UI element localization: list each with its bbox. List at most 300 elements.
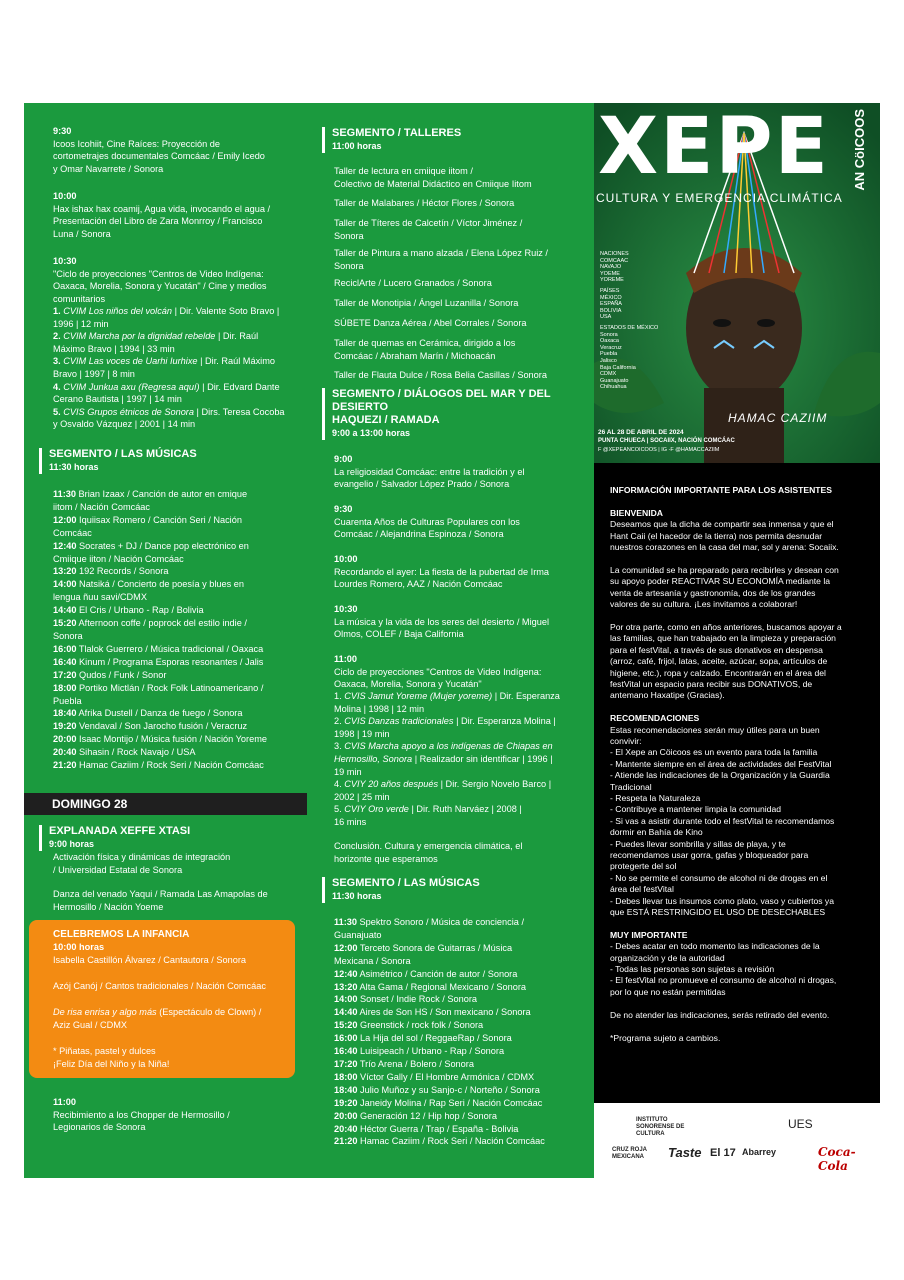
item-line: Comcáac / Alejandrina Espinoza / Sonora	[334, 529, 504, 540]
music-line: Trío Arena / Bolero / Sonora	[357, 1058, 474, 1069]
music-line: Comcáac	[53, 527, 92, 538]
info-line: protegerte del sol	[610, 861, 677, 872]
info-line: valores de su cultura. ¡Les invitamos a colaborar!	[610, 599, 798, 610]
music-time: 20:00	[334, 1110, 358, 1121]
estado-item: CDMX	[600, 371, 617, 378]
segment-explanada	[39, 825, 190, 851]
poster-naciones	[600, 251, 658, 391]
music-line: Víctor Gally / El Hombre Armónica / CDMX	[357, 1071, 535, 1082]
segment-title: SEGMENTO / TALLERES	[332, 127, 462, 139]
film-info: | Dir. Valente Soto Bravo |	[172, 306, 280, 316]
music-line: Generación 12 / Hip hop / Sonora	[357, 1110, 497, 1121]
film-number: 2.	[53, 331, 61, 342]
film-number: 5.	[334, 804, 342, 815]
info-line: venta de artesanía y gastronomía, dos de los grandes	[610, 587, 816, 598]
music-time: 16:40	[53, 656, 77, 667]
film-info: | Dir. Sergio Novelo Barco |	[438, 779, 552, 790]
film-info: 19 min	[334, 766, 362, 777]
poster-place: PUNTA CHUECA | SOCAIIX, NACIÓN COMCÁAC	[598, 438, 735, 444]
item-line: Taller de quemas en Cerámica, dirigido a los	[334, 338, 516, 348]
pais-item: ESPAÑA	[600, 301, 622, 308]
muy-importante-title: MUY IMPORTANTE	[610, 929, 688, 940]
music-time: 14:00	[334, 994, 358, 1005]
middle-column	[307, 103, 594, 1178]
film-info: Cerano Bautista | 1997 | 14 min	[53, 394, 182, 405]
right-column	[594, 103, 880, 1178]
film-title: CVIS Marcha apoyo a los indígenas de Chiapas en	[344, 741, 553, 752]
taller-item	[334, 165, 592, 190]
music-time: 19:20	[53, 721, 77, 732]
item-line: comunitarios	[53, 293, 106, 304]
poster-title: XEPE	[598, 103, 830, 192]
info-header: INFORMACIÓN IMPORTANTE PARA LOS ASISTENTES	[610, 485, 833, 495]
segment-title: SEGMENTO / LAS MÚSICAS	[49, 448, 197, 460]
music-line: Sonset / Indie Rock / Sonora	[357, 994, 478, 1005]
poster-subtitle: CULTURA Y EMERGENCIA CLIMÁTICA	[596, 191, 843, 205]
sponsor-abarrey: Abarrey	[742, 1147, 777, 1157]
music-line: lengua ñuu savi/CDMX	[53, 592, 147, 603]
item-line: "Ciclo de proyecciones "Centros de Video Indígena:	[53, 268, 264, 279]
info-line: (arroz, café, frijol, latas, aceite, azúcar, sopa, artículos de	[610, 656, 828, 667]
item-line: Oaxaca, Morelia, Sonora y Yucatán" / Cine y medios	[53, 281, 267, 292]
music-line: Kinum / Programa Esporas resonantes / Jalis	[76, 656, 264, 667]
estado-item: Jalisco	[600, 357, 617, 364]
music-time: 18:40	[334, 1084, 358, 1095]
item-line: La religiosidad Comcáac: entre la tradición y el	[334, 466, 525, 477]
info-line: convivir:	[610, 735, 642, 746]
poster-dates: 26 AL 28 DE ABRIL DE 2024	[598, 429, 684, 436]
dialogo-item	[334, 653, 592, 691]
music-time: 18:00	[334, 1071, 358, 1082]
musicas-list-2	[334, 916, 592, 1148]
music-time: 21:20	[334, 1136, 358, 1147]
taller-item	[334, 277, 592, 290]
film-title: CVIM Las voces de Uarhi Iurhixe	[63, 356, 198, 367]
info-line: - El festVital no promueve el consumo de alcohol ni drogas,	[610, 975, 837, 986]
music-line: El Cris / Urbano - Rap / Bolivia	[76, 605, 204, 616]
estado-item: Veracruz	[600, 344, 622, 351]
dialogo-item	[334, 553, 592, 591]
item-line: horizonte que esperamos	[334, 853, 438, 864]
item-time: 10:00	[334, 554, 358, 564]
explanada-item	[53, 851, 305, 876]
item-line: Activación física y dinámicas de integración	[53, 852, 231, 862]
music-time: 19:20	[334, 1097, 358, 1108]
item-line: y Omar Navarrete / Sonora	[53, 163, 164, 174]
music-line: Sonora	[53, 630, 83, 641]
nacion-item: COMCAAC	[600, 257, 629, 264]
music-line: Socrates + DJ / Dance pop electrónico en	[76, 540, 249, 551]
item-line: Taller de Malabares / Héctor Flores / Sonora	[334, 198, 515, 208]
item-line: Recibimiento a los Chopper de Hermosillo /	[53, 1109, 230, 1120]
music-time: 14:00	[53, 579, 77, 590]
info-line: nuestros corazones en la casa del mar, sol y arena: Socaiix.	[610, 542, 839, 553]
paises-title: PAÍSES	[600, 287, 620, 294]
film-info: 1998 | 19 min	[334, 728, 390, 739]
info-line: - Atiende las indicaciones de la Organización y la Guardia	[610, 770, 830, 781]
sponsor-ues: UES	[788, 1117, 813, 1131]
item-line: Luna / Sonora	[53, 228, 111, 239]
sponsor-el17: El 17	[710, 1147, 736, 1159]
poster-subtitle-vertical: AN CöICOOS	[852, 109, 867, 191]
film-info: | Dir. Raúl	[215, 331, 259, 342]
music-line: Luisipeach / Urbano - Rap / Sonora	[357, 1046, 505, 1057]
music-line: Aires de Son HS / Son mexicano / Sonora	[357, 1007, 531, 1018]
music-time: 21:20	[53, 760, 77, 771]
music-line: Héctor Guerra / Trap / España - Bolivia	[357, 1123, 519, 1134]
music-line: Afrika Dustell / Danza de fuego / Sonora	[76, 708, 243, 719]
item-time: 10:30	[53, 256, 77, 266]
info-line: - Respeta la Naturaleza	[610, 792, 701, 803]
dialogo-item	[334, 503, 592, 541]
item-line: Presentación del Libro de Zara Monrroy / Francisco	[53, 216, 263, 227]
nacion-item: YOEME	[600, 270, 620, 277]
info-line: festVital un espacio para recibir sus DONATIVOS, de	[610, 678, 813, 689]
poster-hamac: HAMAC CAZIIM	[728, 411, 828, 425]
film-number: 4.	[53, 381, 61, 392]
music-time: 14:40	[334, 1007, 358, 1018]
item-line: evangelio / Salvador López Prado / Sonora	[334, 479, 510, 490]
music-time: 11:30	[53, 489, 76, 499]
taller-item	[334, 197, 592, 210]
estado-item: Guanajuato	[600, 377, 629, 384]
nacion-item: NAVAJO	[600, 264, 622, 271]
music-time: 20:00	[53, 734, 77, 745]
music-line: Iquiisax Romero / Canción Seri / Nación	[76, 514, 242, 525]
music-time: 16:00	[334, 1033, 358, 1044]
film-title: CVIS Danzas tradicionales	[344, 716, 454, 727]
film-number: 3.	[334, 741, 342, 752]
infancia-item-2: Azój Canój / Cantos tradicionales / Nación Comcáac	[53, 981, 266, 991]
info-line: - Puedes llevar sombrilla y sillas de playa, y te	[610, 838, 786, 849]
info-line: - Contribuye a mantener limpia la comunidad	[610, 804, 782, 815]
item-line: Oaxaca, Morelia, Sonora y Yucatán"	[334, 679, 482, 690]
poster-social: F @XEPEANCOICOOS | IG -F @HAMACCAZIIM	[598, 447, 720, 453]
segment-talleres	[322, 127, 461, 153]
item-time: 10:30	[334, 604, 358, 614]
music-line: Hamac Caziim / Rock Seri / Nación Comcáac	[357, 1136, 545, 1147]
music-line: Afternoon coffe / poprock del estilo indie /	[76, 618, 247, 629]
segment-hours: 11:30 horas	[49, 462, 99, 472]
film-info: Molina | 1998 | 12 min	[334, 703, 425, 714]
item-time: 9:30	[53, 126, 72, 136]
item-line: / Universidad Estatal de Sonora	[53, 864, 183, 875]
pais-item: BOLIVIA	[600, 307, 622, 314]
film-title: CVIS Grupos étnicos de Sonora	[63, 406, 194, 417]
info-line: Deseamos que la dicha de compartir sea inmensa y que el	[610, 519, 834, 530]
music-line: Greenstick / rock folk / Sonora	[357, 1020, 484, 1031]
segment-hours: 11:00 horas	[332, 141, 382, 151]
film-info: Máximo Bravo | 1994 | 33 min	[53, 343, 175, 354]
sponsor-cruz-roja: CRUZ ROJA MEXICANA	[612, 1147, 647, 1160]
music-line: iitom / Nación Comcáac	[53, 501, 151, 512]
sponsor-coca-cola: Coca-Cola	[818, 1145, 856, 1173]
taller-item	[334, 297, 592, 310]
music-time: 12:00	[334, 942, 358, 953]
music-time: 12:40	[53, 540, 77, 551]
film-info: | Dir. Esperanza Molina |	[453, 716, 556, 727]
infancia-item-4	[53, 1045, 169, 1070]
item-line: Recordando el ayer: La fiesta de la pubertad de Irma	[334, 566, 550, 577]
item-line: Ciclo de proyecciones "Centros de Video Indígena:	[334, 666, 542, 677]
info-line: Tradicional	[610, 781, 652, 792]
item-line: Taller de Monotipia / Ángel Luzanilla / Sonora	[334, 298, 519, 308]
info-line: dormir en Bahía de Kino	[610, 827, 703, 838]
music-line: Hamac Caziim / Rock Seri / Nación Comcáac	[76, 760, 264, 771]
info-line: área del festVital	[610, 884, 674, 895]
item-line: ReciclArte / Lucero Granados / Sonora	[334, 278, 492, 288]
music-line: Terceto Sonora de Guitarras / Música	[357, 942, 513, 953]
music-time: 13:20	[53, 566, 77, 577]
music-line: Mexicana / Sonora	[334, 955, 411, 966]
film-info: 16 mins	[334, 816, 367, 827]
music-time: 14:40	[53, 605, 77, 616]
schedule-item	[53, 190, 303, 240]
info-line: que ESTÁ RESTRINGIDO EL USO DE DESECHABLES	[610, 907, 826, 918]
item-time: 9:00	[334, 454, 353, 464]
item-time: 9:30	[334, 504, 353, 514]
film-number: 5.	[53, 406, 61, 417]
info-line: - Debes acatar en todo momento las indicaciones de la	[610, 941, 820, 952]
item-line: Olmos, COLEF / Baja California	[334, 629, 464, 640]
taller-item	[334, 217, 592, 242]
info-line: La comunidad se ha preparado para recibirles y desean con	[610, 564, 839, 575]
segment-hours: 9:00 horas	[49, 839, 95, 849]
infancia-item-4-line2: ¡Feliz Día del Niño y la Niña!	[53, 1058, 170, 1069]
item-line: Taller de Flauta Dulce / Rosa Belia Casillas / Sonora	[334, 370, 547, 380]
music-line: Isaac Montijo / Música fusión / Nación Yoreme	[76, 734, 267, 745]
info-line: recomendamos usar gorra, gafas y bloqueador para	[610, 850, 809, 860]
item-line: Icoos Icohiit, Cine Raíces: Proyección de	[53, 138, 220, 149]
taller-item	[334, 317, 592, 330]
left-column	[24, 103, 307, 1178]
info-line: De no atender las indicaciones, serás retirado del evento.	[610, 1009, 830, 1020]
domingo-header: DOMINGO 28	[24, 793, 307, 815]
info-line: las familias, que han trabajado en la limpieza y preparación	[610, 633, 836, 644]
item-line: Hermosillo / Nación Yoeme	[53, 901, 164, 912]
infancia-item-3-line2: Aziz Gual / CDMX	[53, 1019, 128, 1030]
infancia-hours: 10:00 horas	[53, 942, 105, 952]
sponsor-taste: Taste	[668, 1145, 702, 1160]
estado-item: Puebla	[600, 351, 618, 358]
film-info: | Dirs. Teresa Cocoba	[193, 406, 285, 417]
film-info: | Dir. Edvard Dante	[199, 381, 280, 392]
film-number: 2.	[334, 716, 342, 727]
item-line: Colectivo de Material Didáctico en Cmiique Iitom	[334, 178, 532, 189]
item-time: 10:00	[53, 191, 77, 201]
recomendaciones-title: RECOMENDACIONES	[610, 713, 700, 724]
info-line: - Mantente siempre en el área de actividades del FestVital	[610, 758, 832, 769]
music-line: Alta Gama / Regional Mexicano / Sonora	[357, 981, 527, 992]
music-time: 13:20	[334, 981, 358, 992]
music-line: Cmiique iiton / Nación Comcáac	[53, 553, 184, 564]
music-line: Vendaval / Son Jarocho fusión / Veracruz	[76, 721, 248, 732]
film-info: | Realizador sin identificar | 1996 |	[412, 753, 553, 764]
info-section	[610, 485, 868, 1044]
music-line: Asimétrico / Canción de autor / Sonora	[357, 968, 518, 979]
infancia-item-4-line1: * Piñatas, pastel y dulces	[53, 1046, 156, 1056]
taller-item	[334, 337, 592, 362]
info-line: su apoyo poder REACTIVAR SU ECONOMÍA mediante la	[610, 576, 831, 587]
film-info: | Dir. Raúl Máximo	[197, 356, 275, 367]
film-number: 1.	[334, 691, 342, 701]
estado-item: Baja California	[600, 364, 636, 371]
naciones-title: NACIONES	[600, 251, 629, 257]
info-line: organización y de la autoridad	[610, 952, 725, 963]
film-title: CVIM Marcha por la dignidad rebelde	[63, 331, 216, 342]
info-line: - Debes llevar tus insumos como plato, vaso y cubiertos ya	[610, 895, 835, 906]
film-title: Hermosillo, Sonora	[334, 753, 413, 764]
info-line: *Programa sujeto a cambios.	[610, 1032, 721, 1043]
music-line: Spektro Sonoro / Música de conciencia /	[357, 917, 524, 927]
film-info: 1996 | 12 min	[53, 318, 109, 329]
music-line: Portiko Mictlán / Rock Folk Latinoamericano /	[76, 682, 264, 693]
estado-item: Sonora	[600, 331, 618, 338]
music-line: 192 Records / Sonora	[76, 566, 169, 577]
sponsors-bar	[594, 1103, 880, 1178]
item-line: La música y la vida de los seres del desierto / Miguel	[334, 616, 549, 627]
item-line: Taller de Pintura a mano alzada / Elena López Ruiz /	[334, 248, 548, 258]
info-line: Estas recomendaciones serán muy útiles para un buen	[610, 724, 820, 735]
segment-hours: 11:30 horas	[332, 891, 382, 901]
final-item	[53, 1096, 305, 1134]
item-line: Hax ishax hax coamij, Agua vida, invocando el agua /	[53, 203, 271, 214]
film-title: CVIY Oro verde	[344, 804, 409, 815]
music-time: 16:00	[53, 643, 77, 654]
explanada-item	[53, 888, 305, 913]
music-time: 18:40	[53, 708, 77, 719]
dialogo-item	[334, 603, 592, 641]
info-line: - Si vas a asistir durante todo el festVital te recomendamos	[610, 815, 835, 826]
schedule-item	[53, 255, 303, 305]
film-title: CVIS Jamut Yoreme (Mujer yoreme)	[344, 691, 493, 701]
item-line: Danza del venado Yaqui / Ramada Las Amapolas de	[53, 889, 268, 899]
film-info: | Dir. Ruth Narváez | 2008 |	[408, 804, 522, 815]
film-number: 3.	[53, 356, 61, 367]
music-time: 15:20	[334, 1020, 358, 1031]
info-line: Por otra parte, como en años anteriores, buscamos apoyar a	[610, 621, 842, 632]
segment-musicas	[39, 448, 197, 474]
sponsor-isc: INSTITUTO SONORENSE DE CULTURA	[636, 1117, 685, 1137]
film-info: 2002 | 25 min	[334, 791, 390, 802]
segment-hours: 9:00 a 13:00 horas	[332, 428, 411, 438]
film-title: CVIM Los niños del volcán	[63, 306, 173, 316]
info-line: - No se permite el consumo de alcohol ni de drogas en el	[610, 872, 828, 883]
segment-title: SEGMENTO / DIÁLOGOS DEL MAR Y DEL	[332, 388, 551, 400]
info-line: para el festVital, a través de sus donativos en despensa	[610, 644, 823, 655]
music-line: Julio Muñoz y su Sanjo-c / Norteño / Sonora	[357, 1084, 540, 1095]
music-line: Guanajuato	[334, 929, 382, 940]
segment-title: EXPLANADA XEFFE XTASI	[49, 825, 191, 837]
item-line: Sonora	[334, 230, 364, 241]
item-line: Sonora	[334, 260, 364, 271]
music-time: 20:40	[334, 1123, 358, 1134]
item-line: Taller de Títeres de Calcetín / Víctor Jiménez /	[334, 218, 523, 228]
musicas-list	[53, 488, 305, 772]
item-line: Lourdes Romero, AAZ / Nación Comcáac	[334, 579, 503, 590]
pais-item: USA	[600, 314, 612, 321]
film-title: CVIY 20 años después	[344, 779, 439, 790]
item-line: SÚBETE Danza Aérea / Abel Corrales / Sonora	[334, 318, 527, 328]
taller-item	[334, 247, 592, 272]
film-info: Bravo | 1997 | 8 min	[53, 368, 135, 379]
taller-item	[334, 369, 592, 382]
segment-title: DESIERTO	[332, 401, 389, 413]
dialogo-item	[334, 453, 592, 491]
segment-title: HAQUEZI / RAMADA	[332, 414, 440, 426]
infancia-box	[29, 920, 295, 1078]
film-number: 4.	[334, 779, 342, 790]
item-line: Comcáac / Abraham Marín / Michoacán	[334, 350, 496, 361]
music-time: 17:20	[53, 669, 77, 680]
film-list	[53, 305, 305, 431]
conclusion	[334, 840, 592, 865]
music-time: 16:40	[334, 1046, 358, 1057]
info-line: por lo que no están permitidas	[610, 986, 726, 997]
bienvenida-title: BIENVENIDA	[610, 507, 664, 518]
estados-title: ESTADOS DE MÉXICO	[600, 324, 659, 331]
music-time: 20:40	[53, 747, 77, 758]
music-time: 18:00	[53, 682, 77, 693]
infancia-item-3	[53, 1006, 261, 1031]
music-line: Puebla	[53, 695, 82, 706]
segment-musicas-2	[322, 877, 480, 903]
music-line: Janeidy Molina / Rap Seri / Nación Comcáac	[357, 1097, 543, 1108]
music-line: Natsiká / Concierto de poesía y blues en	[76, 579, 245, 590]
infancia-item-1: Isabella Castillón Álvarez / Cantautora / Sonora	[53, 955, 247, 965]
item-time: 11:00	[53, 1097, 76, 1107]
info-line: antemano Haxatipe (Gracias).	[610, 690, 725, 701]
music-time: 12:00	[53, 514, 77, 525]
estado-item: Chihuahua	[600, 384, 627, 391]
pais-item: MÉXICO	[600, 294, 622, 301]
music-time: 15:20	[53, 618, 77, 629]
music-time: 12:40	[334, 968, 358, 979]
music-line: Sihasin / Rock Navajo / USA	[76, 747, 196, 758]
item-line: cortometrajes documentales Comcáac / Emily Icedo	[53, 151, 265, 162]
schedule-item	[53, 125, 303, 175]
music-line: Qudos / Funk / Sonor	[76, 669, 167, 680]
info-line: Hant Caii (el hacedor de la tierra) nos permita desnudar	[610, 530, 823, 541]
nacion-item: YOREME	[600, 277, 624, 284]
item-line: Taller de lectura en cmiique iitom /	[334, 166, 473, 176]
info-line: - El Xepe an Cöicoos es un evento para toda la familia	[610, 747, 818, 758]
infancia-item-3-title: De risa enrisa y algo más	[53, 1007, 157, 1017]
segment-dialogos	[322, 388, 551, 440]
estado-item: Oaxaca	[600, 338, 619, 345]
item-line: Conclusión. Cultura y emergencia climática, el	[334, 841, 523, 851]
festival-poster	[594, 103, 880, 463]
music-line: La Hija del sol / ReggaeRap / Sonora	[357, 1033, 512, 1044]
film-info: | Dir. Esperanza	[492, 691, 560, 701]
item-time: 11:00	[334, 654, 357, 664]
infancia-item-3-rest: (Espectáculo de Clown) /	[156, 1007, 262, 1017]
music-line: Tlalok Guerrero / Música tradicional / Oaxaca	[76, 643, 264, 654]
film-info: y Osvaldo Vázquez | 2001 | 14 min	[53, 419, 196, 430]
item-line: Legionarios de Sonora	[53, 1122, 146, 1133]
item-line: Cuarenta Años de Culturas Populares con los	[334, 516, 520, 527]
music-time: 11:30	[334, 917, 357, 927]
film-list-2	[334, 690, 592, 829]
music-time: 17:20	[334, 1058, 358, 1069]
info-line: higiene, etc.), ropa y calzado. Encontrarán en el área del	[610, 667, 826, 678]
film-title: CVIM Junkua axu (Regresa aquí)	[63, 381, 200, 392]
music-line: Brian Izaax / Canción de autor en cmique	[76, 489, 248, 499]
segment-title: SEGMENTO / LAS MÚSICAS	[332, 877, 480, 889]
info-line: - Todas las personas son sujetas a revisión	[610, 964, 775, 975]
infancia-title: CELEBREMOS LA INFANCIA	[53, 929, 190, 940]
film-number: 1.	[53, 306, 61, 316]
